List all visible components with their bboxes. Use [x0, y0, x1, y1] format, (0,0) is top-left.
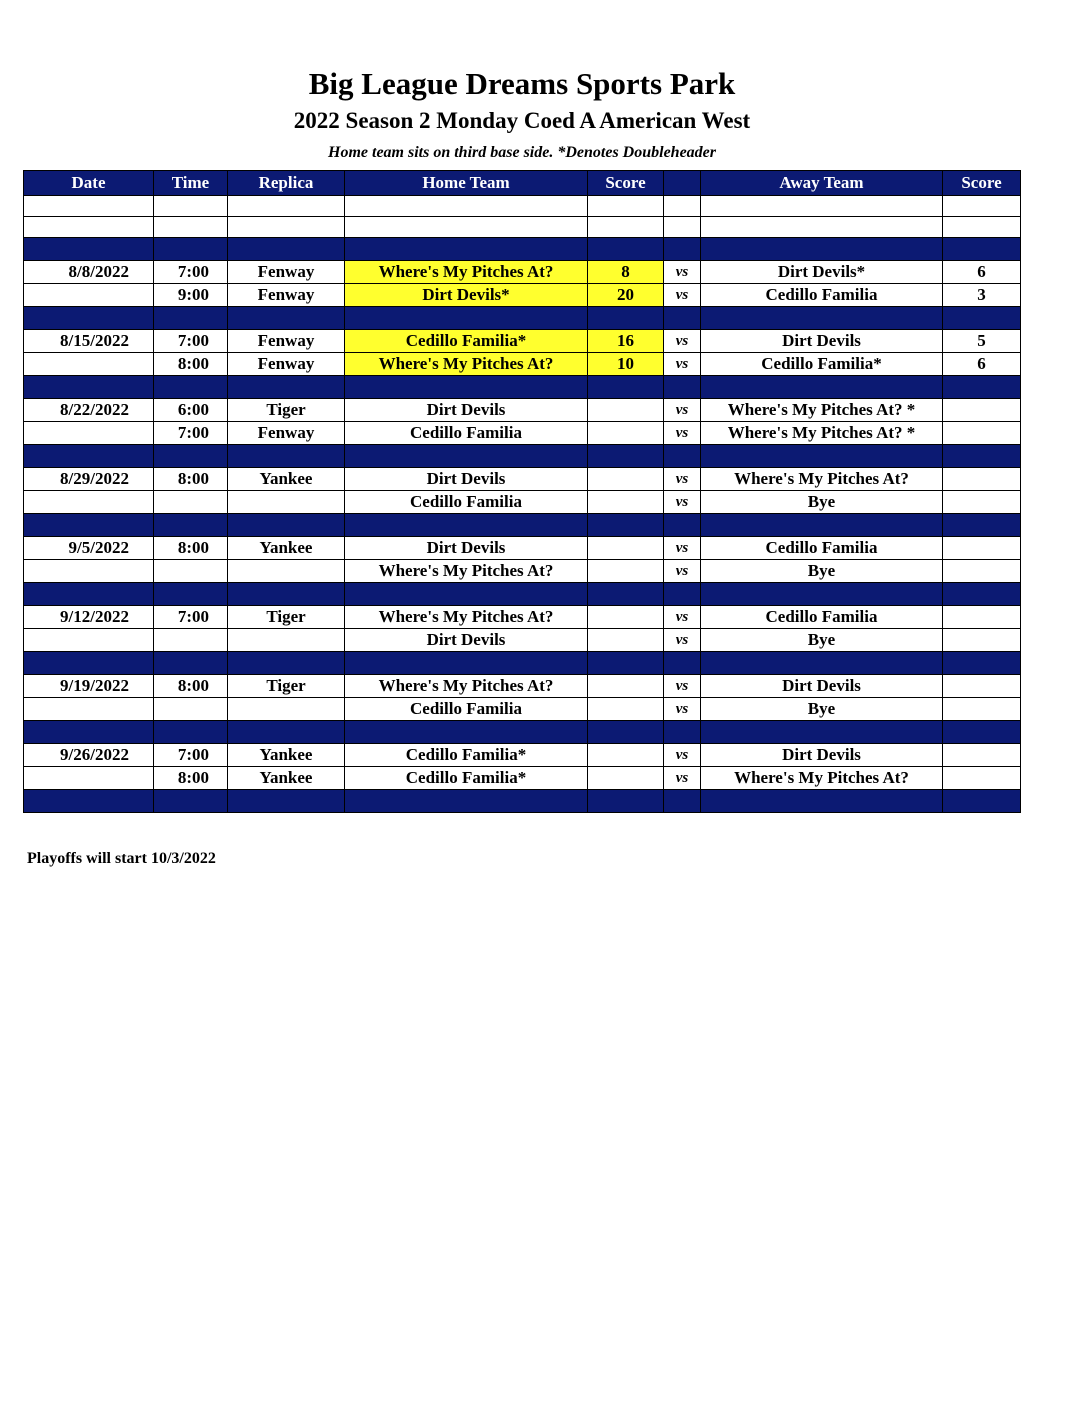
- table-row: [24, 399, 1021, 422]
- cell-time: 8:00: [154, 468, 228, 491]
- cell-home-team: [345, 238, 588, 261]
- cell-replica: [228, 583, 345, 606]
- cell-home-team: [345, 790, 588, 813]
- cell-home-team: Cedillo Familia*: [345, 744, 588, 767]
- cell-home-team: Cedillo Familia*: [345, 767, 588, 790]
- col-header-time: Time: [154, 171, 228, 196]
- cell-date: [24, 491, 154, 514]
- cell-date: [24, 284, 154, 307]
- blank-row: [24, 217, 1021, 238]
- cell-vs: [664, 217, 701, 238]
- cell-home-team: Dirt Devils: [345, 629, 588, 652]
- blank-row: [24, 196, 1021, 217]
- cell-home-team: Cedillo Familia: [345, 422, 588, 445]
- cell-home-team: [345, 652, 588, 675]
- cell-vs: [664, 196, 701, 217]
- cell-away-score: [943, 196, 1021, 217]
- cell-time: [154, 560, 228, 583]
- cell-date: 8/29/2022: [24, 468, 154, 491]
- cell-time: [154, 698, 228, 721]
- cell-away-score: [943, 514, 1021, 537]
- cell-away-score: [943, 376, 1021, 399]
- cell-vs: vs: [664, 629, 701, 652]
- cell-away-score: 6: [943, 261, 1021, 284]
- cell-date: 9/5/2022: [24, 537, 154, 560]
- header-row: [24, 171, 1021, 196]
- cell-date: [24, 445, 154, 468]
- cell-home-team: Cedillo Familia: [345, 698, 588, 721]
- cell-away-score: [943, 744, 1021, 767]
- table-row: [24, 606, 1021, 629]
- cell-home-score: 8: [588, 261, 664, 284]
- schedule-table: [23, 170, 1021, 813]
- cell-replica: Fenway: [228, 353, 345, 376]
- cell-away-score: [943, 422, 1021, 445]
- week-separator-row: [24, 238, 1021, 261]
- cell-vs: vs: [664, 468, 701, 491]
- page-subtitle: 2022 Season 2 Monday Coed A American West: [293, 108, 751, 133]
- cell-replica: [228, 238, 345, 261]
- cell-date: [24, 698, 154, 721]
- cell-vs: [664, 307, 701, 330]
- cell-home-team: Dirt Devils: [345, 399, 588, 422]
- schedule-note: Home team sits on third base side. *Denotes Doubleheader: [328, 144, 716, 161]
- cell-vs: vs: [664, 353, 701, 376]
- cell-replica: [228, 721, 345, 744]
- cell-home-team: Dirt Devils: [345, 468, 588, 491]
- cell-date: [24, 376, 154, 399]
- cell-time: [154, 652, 228, 675]
- cell-vs: vs: [664, 330, 701, 353]
- table-row: [24, 698, 1021, 721]
- cell-time: 7:00: [154, 744, 228, 767]
- cell-away-team: [701, 376, 943, 399]
- cell-date: [24, 790, 154, 813]
- col-header-vs: [664, 171, 701, 196]
- cell-away-team: Cedillo Familia: [701, 284, 943, 307]
- cell-time: [154, 790, 228, 813]
- cell-time: [154, 491, 228, 514]
- cell-away-score: [943, 583, 1021, 606]
- cell-vs: vs: [664, 537, 701, 560]
- cell-home-score: [588, 238, 664, 261]
- playoffs-note: Playoffs will start 10/3/2022: [27, 850, 216, 867]
- cell-home-score: [588, 629, 664, 652]
- table-row: [24, 675, 1021, 698]
- cell-time: [154, 307, 228, 330]
- table-row: [24, 744, 1021, 767]
- table-row: [24, 422, 1021, 445]
- cell-away-score: [943, 629, 1021, 652]
- cell-away-team: Cedillo Familia: [701, 606, 943, 629]
- cell-away-team: Bye: [701, 491, 943, 514]
- cell-away-score: [943, 767, 1021, 790]
- cell-away-team: Where's My Pitches At?: [701, 767, 943, 790]
- cell-home-score: [588, 790, 664, 813]
- cell-replica: Yankee: [228, 468, 345, 491]
- cell-time: 6:00: [154, 399, 228, 422]
- cell-time: 7:00: [154, 261, 228, 284]
- cell-vs: [664, 583, 701, 606]
- cell-date: [24, 721, 154, 744]
- week-separator-row: [24, 652, 1021, 675]
- cell-home-score: 16: [588, 330, 664, 353]
- cell-home-team: [345, 307, 588, 330]
- cell-replica: [228, 307, 345, 330]
- cell-replica: [228, 790, 345, 813]
- cell-home-team: Cedillo Familia*: [345, 330, 588, 353]
- cell-date: 9/19/2022: [24, 675, 154, 698]
- cell-replica: [228, 196, 345, 217]
- cell-time: 8:00: [154, 675, 228, 698]
- cell-away-team: [701, 196, 943, 217]
- cell-home-score: [588, 721, 664, 744]
- cell-home-score: [588, 307, 664, 330]
- cell-vs: vs: [664, 422, 701, 445]
- cell-replica: [228, 217, 345, 238]
- cell-away-score: 6: [943, 353, 1021, 376]
- cell-away-score: [943, 675, 1021, 698]
- cell-away-team: [701, 721, 943, 744]
- cell-home-team: Cedillo Familia: [345, 491, 588, 514]
- week-separator-row: [24, 307, 1021, 330]
- week-separator-row: [24, 376, 1021, 399]
- cell-away-score: [943, 537, 1021, 560]
- cell-away-team: [701, 583, 943, 606]
- cell-time: [154, 583, 228, 606]
- cell-time: 8:00: [154, 353, 228, 376]
- cell-date: [24, 560, 154, 583]
- cell-home-score: [588, 491, 664, 514]
- cell-date: 8/15/2022: [24, 330, 154, 353]
- cell-away-team: Where's My Pitches At?: [701, 468, 943, 491]
- cell-vs: vs: [664, 399, 701, 422]
- cell-replica: Fenway: [228, 422, 345, 445]
- cell-date: [24, 514, 154, 537]
- cell-date: [24, 652, 154, 675]
- cell-time: [154, 217, 228, 238]
- cell-vs: [664, 721, 701, 744]
- cell-home-score: [588, 468, 664, 491]
- cell-home-score: [588, 767, 664, 790]
- cell-home-score: [588, 196, 664, 217]
- cell-time: 7:00: [154, 422, 228, 445]
- table-row: [24, 353, 1021, 376]
- cell-replica: [228, 629, 345, 652]
- cell-replica: [228, 376, 345, 399]
- cell-away-score: [943, 238, 1021, 261]
- cell-date: 8/22/2022: [24, 399, 154, 422]
- cell-date: [24, 767, 154, 790]
- cell-home-team: Where's My Pitches At?: [345, 606, 588, 629]
- cell-replica: Tiger: [228, 399, 345, 422]
- cell-away-team: [701, 238, 943, 261]
- cell-away-score: [943, 652, 1021, 675]
- cell-date: [24, 629, 154, 652]
- cell-date: [24, 238, 154, 261]
- page-title: Big League Dreams Sports Park: [308, 66, 736, 101]
- cell-replica: Yankee: [228, 744, 345, 767]
- cell-home-score: [588, 376, 664, 399]
- cell-home-team: [345, 514, 588, 537]
- cell-away-score: 3: [943, 284, 1021, 307]
- cell-replica: [228, 445, 345, 468]
- cell-date: [24, 217, 154, 238]
- cell-home-team: Where's My Pitches At?: [345, 675, 588, 698]
- cell-vs: vs: [664, 767, 701, 790]
- cell-away-score: [943, 445, 1021, 468]
- cell-away-score: [943, 307, 1021, 330]
- cell-home-score: [588, 606, 664, 629]
- cell-vs: vs: [664, 744, 701, 767]
- cell-home-score: [588, 652, 664, 675]
- cell-time: 9:00: [154, 284, 228, 307]
- cell-vs: vs: [664, 284, 701, 307]
- cell-time: [154, 376, 228, 399]
- cell-home-team: Where's My Pitches At?: [345, 353, 588, 376]
- cell-replica: Tiger: [228, 606, 345, 629]
- cell-vs: [664, 376, 701, 399]
- cell-away-team: Cedillo Familia*: [701, 353, 943, 376]
- cell-away-team: Bye: [701, 560, 943, 583]
- cell-away-team: [701, 307, 943, 330]
- cell-away-score: [943, 698, 1021, 721]
- cell-vs: vs: [664, 698, 701, 721]
- cell-away-team: Dirt Devils: [701, 675, 943, 698]
- cell-date: [24, 196, 154, 217]
- cell-away-team: [701, 652, 943, 675]
- week-separator-row: [24, 790, 1021, 813]
- cell-vs: vs: [664, 261, 701, 284]
- col-header-date: Date: [24, 171, 154, 196]
- cell-away-score: [943, 560, 1021, 583]
- cell-home-team: [345, 376, 588, 399]
- col-header-away-score: Score: [943, 171, 1021, 196]
- cell-time: 8:00: [154, 537, 228, 560]
- cell-replica: Fenway: [228, 261, 345, 284]
- table-row: [24, 629, 1021, 652]
- cell-replica: Fenway: [228, 284, 345, 307]
- cell-away-team: [701, 445, 943, 468]
- cell-vs: [664, 652, 701, 675]
- cell-away-score: [943, 399, 1021, 422]
- cell-time: 7:00: [154, 606, 228, 629]
- cell-away-team: Bye: [701, 629, 943, 652]
- cell-replica: Yankee: [228, 537, 345, 560]
- cell-away-team: Dirt Devils*: [701, 261, 943, 284]
- col-header-replica: Replica: [228, 171, 345, 196]
- cell-home-score: [588, 217, 664, 238]
- cell-time: [154, 514, 228, 537]
- week-separator-row: [24, 583, 1021, 606]
- cell-replica: [228, 652, 345, 675]
- cell-away-score: [943, 790, 1021, 813]
- cell-time: [154, 238, 228, 261]
- cell-away-team: [701, 217, 943, 238]
- cell-home-score: [588, 560, 664, 583]
- week-separator-row: [24, 721, 1021, 744]
- table-row: [24, 261, 1021, 284]
- table-row: [24, 537, 1021, 560]
- table-row: [24, 491, 1021, 514]
- cell-date: [24, 353, 154, 376]
- cell-vs: [664, 790, 701, 813]
- cell-away-score: [943, 468, 1021, 491]
- cell-replica: [228, 560, 345, 583]
- col-header-away-team: Away Team: [701, 171, 943, 196]
- cell-home-score: [588, 537, 664, 560]
- cell-away-score: [943, 491, 1021, 514]
- cell-home-team: [345, 217, 588, 238]
- cell-away-score: 5: [943, 330, 1021, 353]
- cell-away-team: Bye: [701, 698, 943, 721]
- cell-away-team: Where's My Pitches At? *: [701, 422, 943, 445]
- cell-home-score: 20: [588, 284, 664, 307]
- cell-away-team: Cedillo Familia: [701, 537, 943, 560]
- cell-home-team: Where's My Pitches At?: [345, 261, 588, 284]
- cell-home-team: [345, 445, 588, 468]
- table-row: [24, 767, 1021, 790]
- cell-home-score: [588, 744, 664, 767]
- cell-home-team: [345, 583, 588, 606]
- cell-date: [24, 422, 154, 445]
- cell-away-team: Where's My Pitches At? *: [701, 399, 943, 422]
- cell-home-team: [345, 721, 588, 744]
- cell-home-score: [588, 583, 664, 606]
- cell-date: [24, 307, 154, 330]
- cell-date: 9/12/2022: [24, 606, 154, 629]
- cell-home-score: [588, 422, 664, 445]
- cell-vs: [664, 445, 701, 468]
- cell-time: [154, 445, 228, 468]
- cell-time: [154, 196, 228, 217]
- cell-away-team: [701, 514, 943, 537]
- cell-home-score: [588, 698, 664, 721]
- col-header-home-team: Home Team: [345, 171, 588, 196]
- cell-vs: [664, 514, 701, 537]
- cell-time: [154, 629, 228, 652]
- cell-date: 8/8/2022: [24, 261, 154, 284]
- table-row: [24, 468, 1021, 491]
- cell-vs: vs: [664, 675, 701, 698]
- table-row: [24, 284, 1021, 307]
- cell-vs: vs: [664, 560, 701, 583]
- cell-replica: Yankee: [228, 767, 345, 790]
- cell-home-score: [588, 445, 664, 468]
- cell-away-team: Dirt Devils: [701, 744, 943, 767]
- cell-vs: [664, 238, 701, 261]
- cell-away-score: [943, 721, 1021, 744]
- cell-home-team: Dirt Devils*: [345, 284, 588, 307]
- cell-date: 9/26/2022: [24, 744, 154, 767]
- cell-away-team: Dirt Devils: [701, 330, 943, 353]
- week-separator-row: [24, 445, 1021, 468]
- cell-home-team: Dirt Devils: [345, 537, 588, 560]
- cell-time: 7:00: [154, 330, 228, 353]
- cell-home-score: [588, 675, 664, 698]
- cell-away-team: [701, 790, 943, 813]
- cell-home-score: [588, 514, 664, 537]
- week-separator-row: [24, 514, 1021, 537]
- cell-away-score: [943, 217, 1021, 238]
- col-header-home-score: Score: [588, 171, 664, 196]
- cell-replica: Fenway: [228, 330, 345, 353]
- cell-home-score: [588, 399, 664, 422]
- cell-vs: vs: [664, 606, 701, 629]
- cell-date: [24, 583, 154, 606]
- cell-home-score: 10: [588, 353, 664, 376]
- table-row: [24, 560, 1021, 583]
- cell-time: [154, 721, 228, 744]
- cell-replica: Tiger: [228, 675, 345, 698]
- cell-time: 8:00: [154, 767, 228, 790]
- cell-away-score: [943, 606, 1021, 629]
- cell-home-team: [345, 196, 588, 217]
- table-row: [24, 330, 1021, 353]
- cell-vs: vs: [664, 491, 701, 514]
- cell-replica: [228, 491, 345, 514]
- cell-replica: [228, 514, 345, 537]
- cell-replica: [228, 698, 345, 721]
- cell-home-team: Where's My Pitches At?: [345, 560, 588, 583]
